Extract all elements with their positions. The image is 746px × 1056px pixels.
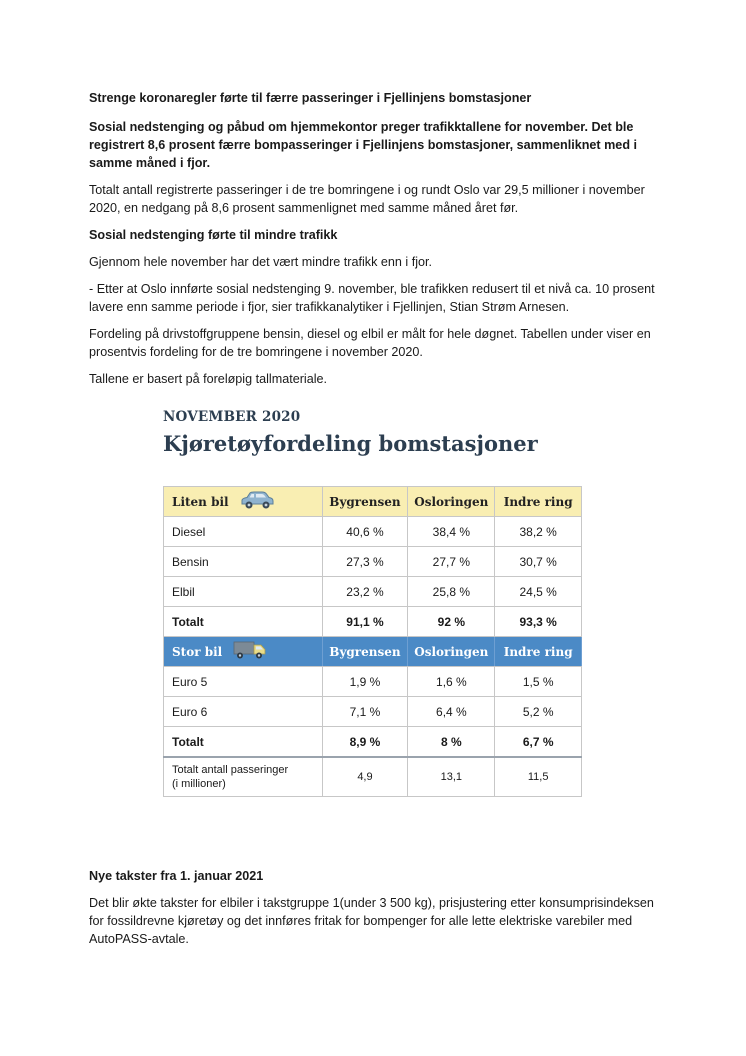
table-cell: 24,5 % (495, 577, 582, 607)
header-cell: Bygrensen (322, 637, 408, 667)
paragraph: Fordeling på drivstoffgruppene bensin, diesel og elbil er målt for hele døgnet. Tabellen under viser en prosentvis fordeling for de tre bomringene i november 2020. (89, 327, 651, 359)
passings-label-line1: Totalt antall passeringer (172, 764, 289, 776)
table-cell: 11,5 (495, 757, 582, 797)
table-cell: 6,7 % (495, 727, 582, 758)
table-cell: 7,1 % (322, 697, 408, 727)
table-cell: 4,9 (322, 757, 408, 797)
subheading: Nye takster fra 1. januar 2021 (89, 869, 264, 883)
table-row (164, 667, 582, 697)
table-cell: 25,8 % (408, 577, 495, 607)
vehicle-distribution-table (163, 486, 582, 797)
row-label: Euro 5 (164, 667, 323, 697)
table-row (164, 547, 582, 577)
document-page (89, 89, 659, 397)
paragraph: Tallene er basert på foreløpig tallmateriale. (89, 372, 328, 386)
table-cell: 1,5 % (495, 667, 582, 697)
row-label: Euro 6 (164, 697, 323, 727)
table-header-large (164, 637, 582, 667)
document-page-section-2 (89, 867, 659, 957)
table-cell: 13,1 (408, 757, 495, 797)
row-label: Bensin (164, 547, 323, 577)
table-cell: 23,2 % (322, 577, 408, 607)
table-cell: 91,1 % (322, 607, 408, 637)
table-cell: 8,9 % (322, 727, 408, 758)
paragraph: Totalt antall registrerte passeringer i de tre bomringene i og rundt Oslo var 29,5 millioner i november 2020, en nedgang på 8,6 prosent sammenlignet med samme måned året før. (89, 183, 645, 215)
table-cell: 40,6 % (322, 517, 408, 547)
header-cell: Indre ring (495, 637, 582, 667)
subheading: Sosial nedstenging førte til mindre trafikk (89, 228, 338, 242)
header-cell: Osloringen (408, 487, 495, 517)
header-cell: Osloringen (408, 637, 495, 667)
table-row (164, 697, 582, 727)
passings-label-line2: (i millioner) (172, 778, 226, 790)
header-cell: Indre ring (495, 487, 582, 517)
table-row (164, 517, 582, 547)
table-total-row (164, 607, 582, 637)
table-cell: 5,2 % (495, 697, 582, 727)
row-label: Totalt (164, 727, 323, 758)
figure-heading (163, 409, 583, 456)
table-row (164, 577, 582, 607)
article-lead: Sosial nedstenging og påbud om hjemmekontor preger trafikktallene for november. Det ble registrert 8,6 prosent færre bompasseringer i Fjellinjens bomstasjoner, sammenliknet med i samme måned i fjor. (89, 120, 638, 170)
table-total-row (164, 727, 582, 758)
header-cell: Bygrensen (322, 487, 408, 517)
car-icon (239, 489, 275, 514)
table-cell: 8 % (408, 727, 495, 758)
table-passings-row (164, 757, 582, 797)
table-cell: 1,6 % (408, 667, 495, 697)
table-cell: 93,3 % (495, 607, 582, 637)
paragraph: Det blir økte takster for elbiler i takstgruppe 1(under 3 500 kg), prisjustering etter konsumprisindeksen for fossildrevne kjøretøy og det innføres fritak for bompenger for alle lette elektriske varebiler med AutoPASS-avtale. (89, 896, 654, 946)
figure-title: Kjøretøyfordeling bomstasjoner (163, 431, 538, 456)
article-title: Strenge koronaregler førte til færre passeringer i Fjellinjens bomstasjoner (89, 91, 532, 105)
table-cell: 38,4 % (408, 517, 495, 547)
table-cell: 27,7 % (408, 547, 495, 577)
row-label: Totalt (164, 607, 323, 637)
table-cell: 38,2 % (495, 517, 582, 547)
truck-icon (232, 639, 268, 664)
figure-kicker: NOVEMBER 2020 (163, 409, 301, 425)
table-cell: 1,9 % (322, 667, 408, 697)
row-label: Diesel (164, 517, 323, 547)
row-label: Elbil (164, 577, 323, 607)
paragraph: Gjennom hele november har det vært mindre trafikk enn i fjor. (89, 255, 432, 269)
header-cell: Stor bil (172, 644, 223, 659)
row-label (164, 757, 323, 797)
paragraph: - Etter at Oslo innførte sosial nedstenging 9. november, ble trafikken redusert til et nivå ca. 10 prosent lavere enn samme periode i fjor, sier trafikkanalytiker i Fjellinjen, Stian Strøm Arnesen. (89, 282, 655, 314)
table-cell: 30,7 % (495, 547, 582, 577)
table-cell: 92 % (408, 607, 495, 637)
table-cell: 27,3 % (322, 547, 408, 577)
table-header-small (164, 487, 582, 517)
header-cell: Liten bil (172, 494, 229, 509)
table-cell: 6,4 % (408, 697, 495, 727)
